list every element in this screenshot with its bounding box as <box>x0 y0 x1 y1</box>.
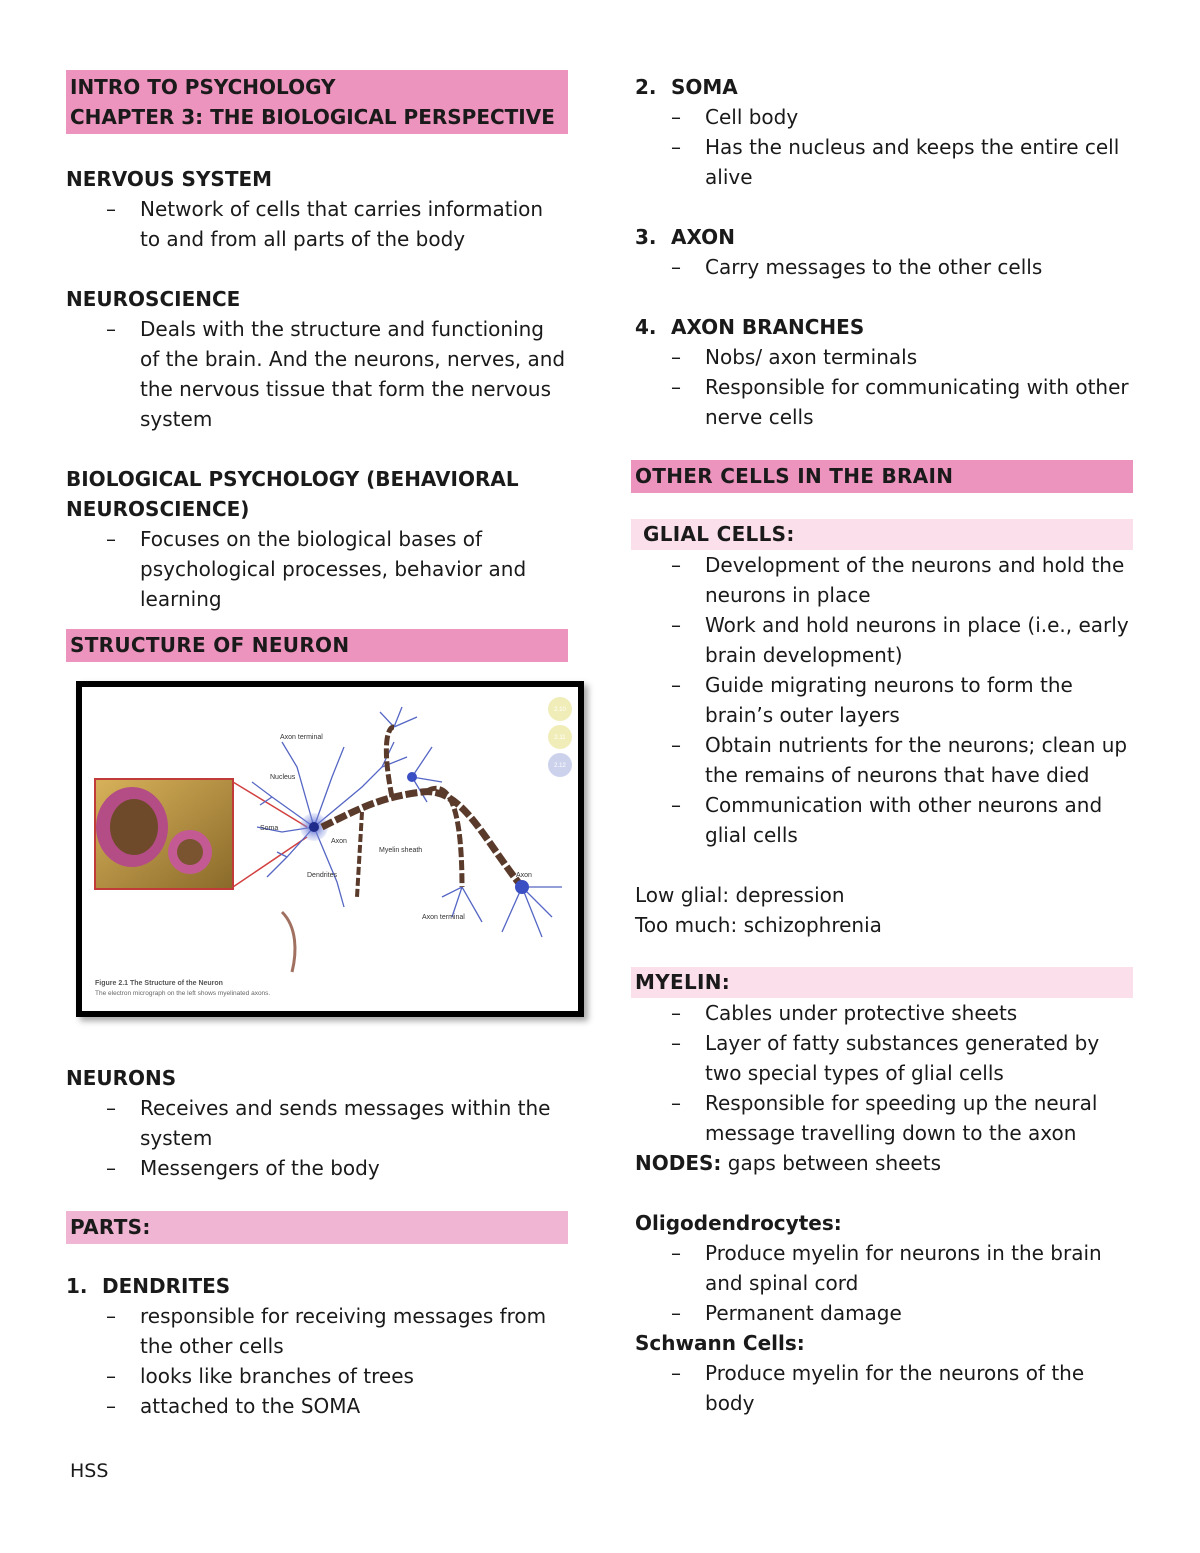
left-column-lower <box>66 1063 568 1421</box>
bullet-continuation: glial cells <box>705 823 798 847</box>
label-axon-mid: Axon <box>331 838 347 845</box>
bullet-text: Network of cells that carries information <box>140 197 544 221</box>
bullet-item: – Development of the neurons and hold the <box>671 553 1125 577</box>
footer-initials: HSS <box>70 1460 109 1482</box>
dendrites-heading <box>66 1271 568 1301</box>
bullet-continuation: system <box>140 407 213 431</box>
bullet-item: – attached to the SOMA <box>106 1394 361 1418</box>
left-column <box>66 70 568 662</box>
bullet-continuation: of the brain. And the neurons, nerves, and <box>140 347 566 371</box>
bullet-text: Guide migrating neurons to form the <box>705 673 1073 697</box>
bullet-text: attached to the SOMA <box>140 1394 361 1418</box>
bullet-continuation: neurons in place <box>705 583 871 607</box>
bullet-continuation: brain’s outer layers <box>705 703 900 727</box>
nodes-label: NODES: <box>635 1151 722 1175</box>
axon-branches-title: AXON BRANCHES <box>671 315 865 339</box>
list-number: 4. <box>635 315 657 339</box>
bullet-item: – Produce myelin for the neurons of the <box>671 1361 1085 1385</box>
axon-title: AXON <box>671 225 735 249</box>
label-axon-right: Axon <box>516 872 532 879</box>
bullet-item: – Focuses on the biological bases of <box>106 527 483 551</box>
badge: 2.10 <box>554 707 566 713</box>
title-banner <box>66 70 568 134</box>
structure-of-neuron-band: STRUCTURE OF NEURON <box>66 629 568 662</box>
chapter-title: CHAPTER 3: THE BIOLOGICAL PERSPECTIVE <box>70 105 555 129</box>
nodes-line <box>631 1148 1133 1178</box>
bullet-continuation: brain development) <box>705 643 903 667</box>
dendrites-title: DENDRITES <box>102 1274 231 1298</box>
neurons-heading: NEURONS <box>66 1066 177 1090</box>
label-nucleus: Nucleus <box>270 774 296 781</box>
bullet-item: – Produce myelin for neurons in the brain <box>671 1241 1102 1265</box>
bullet-item: – Responsible for speeding up the neural <box>671 1091 1098 1115</box>
bullet-text: Work and hold neurons in place (i.e., early <box>705 613 1129 637</box>
bullet-text: Development of the neurons and hold the <box>705 553 1125 577</box>
bullet-item: – looks like branches of trees <box>106 1364 414 1388</box>
bullet-text: Nobs/ axon terminals <box>705 345 918 369</box>
bullet-item: – Layer of fatty substances generated by <box>671 1031 1100 1055</box>
bullet-continuation: system <box>140 1126 213 1150</box>
low-glial-note: Low glial: depression <box>635 883 845 907</box>
bullet-continuation: the remains of neurons that have died <box>705 763 1090 787</box>
bullet-item: – Nobs/ axon terminals <box>671 345 918 369</box>
label-axon-terminal-bottom: Axon terminal <box>422 914 465 921</box>
bullet-item: – Permanent damage <box>671 1301 902 1325</box>
bullet-text: Cell body <box>705 105 799 129</box>
nodes-text: gaps between sheets <box>727 1151 941 1175</box>
bullet-continuation: the other cells <box>140 1334 284 1358</box>
bullet-continuation: the nervous tissue that form the nervous <box>140 377 551 401</box>
bullet-item: – Cables under protective sheets <box>671 1001 1018 1025</box>
bullet-item: – Deals with the structure and functioning <box>106 317 544 341</box>
axon-heading <box>631 222 1133 252</box>
neuroscience-heading: NEUROSCIENCE <box>66 287 241 311</box>
bullet-continuation: to and from all parts of the body <box>140 227 466 251</box>
right-column <box>631 72 1133 1418</box>
badge: 2.12 <box>554 763 566 769</box>
bullet-continuation: learning <box>140 587 222 611</box>
list-number: 1. <box>66 1274 88 1298</box>
bullet-text: Receives and sends messages within the <box>140 1096 551 1120</box>
bullet-text: responsible for receiving messages from <box>140 1304 547 1328</box>
soma-heading <box>631 72 1133 102</box>
bio-psych-heading: BIOLOGICAL PSYCHOLOGY (BEHAVIORAL <box>66 467 519 491</box>
bullet-item: – Responsible for communicating with other <box>671 375 1129 399</box>
soma-title: SOMA <box>671 75 738 99</box>
bullet-item: – responsible for receiving messages from <box>106 1304 547 1328</box>
label-axon-terminal-top: Axon terminal <box>280 734 323 741</box>
bullet-item: – Guide migrating neurons to form the <box>671 673 1073 697</box>
figure-caption-text: The electron micrograph on the left shows myelinated axons. <box>95 990 271 997</box>
bullet-item: – Receives and sends messages within the <box>106 1096 551 1120</box>
list-number: 2. <box>635 75 657 99</box>
other-cells-band: OTHER CELLS IN THE BRAIN <box>631 460 1133 493</box>
bullet-item: – Network of cells that carries information <box>106 197 544 221</box>
bullet-text: Obtain nutrients for the neurons; clean up <box>705 733 1128 757</box>
nervous-system-heading: NERVOUS SYSTEM <box>66 167 273 191</box>
bullet-continuation: message travelling down to the axon <box>705 1121 1077 1145</box>
bullet-continuation: psychological processes, behavior and <box>140 557 527 581</box>
bullet-item: – Cell body <box>671 105 799 129</box>
glial-cells-band: GLIAL CELLS: <box>631 519 1133 550</box>
label-soma: Soma <box>260 825 279 832</box>
myelin-band: MYELIN: <box>631 967 1133 998</box>
bullet-text: Produce myelin for neurons in the brain <box>705 1241 1102 1265</box>
neuron-figure <box>76 681 584 1017</box>
bullet-item: – Obtain nutrients for the neurons; clean up <box>671 733 1128 757</box>
bullet-text: Responsible for speeding up the neural <box>705 1091 1098 1115</box>
bio-psych-heading-cont: NEUROSCIENCE) <box>66 497 250 521</box>
neuron-illustration <box>82 687 578 1011</box>
schwann-cells-heading: Schwann Cells: <box>635 1331 805 1355</box>
label-dendrites: Dendrites <box>307 872 337 879</box>
oligodendrocytes-heading: Oligodendrocytes: <box>635 1211 842 1235</box>
bullet-item: – Communication with other neurons and <box>671 793 1103 817</box>
course-title: INTRO TO PSYCHOLOGY <box>70 75 336 99</box>
bullet-continuation: two special types of glial cells <box>705 1061 1004 1085</box>
label-myelin-sheath: Myelin sheath <box>379 847 423 854</box>
badge: 2.11 <box>554 735 566 741</box>
bullet-text: Has the nucleus and keeps the entire cell <box>705 135 1120 159</box>
bullet-text: Carry messages to the other cells <box>705 255 1043 279</box>
bullet-item: – Work and hold neurons in place (i.e., early <box>671 613 1129 637</box>
bullet-text: Cables under protective sheets <box>705 1001 1018 1025</box>
bullet-text: Deals with the structure and functioning <box>140 317 544 341</box>
bullet-item: – Messengers of the body <box>106 1156 380 1180</box>
list-number: 3. <box>635 225 657 249</box>
bullet-continuation: and spinal cord <box>705 1271 859 1295</box>
bullet-item: – Carry messages to the other cells <box>671 255 1043 279</box>
bullet-text: Permanent damage <box>705 1301 902 1325</box>
parts-band: PARTS: <box>66 1211 568 1244</box>
bullet-item: – Has the nucleus and keeps the entire cell <box>671 135 1120 159</box>
bullet-text: Layer of fatty substances generated by <box>705 1031 1100 1055</box>
bullet-text: Produce myelin for the neurons of the <box>705 1361 1085 1385</box>
axon-branches-heading <box>631 312 1133 342</box>
bullet-continuation: nerve cells <box>705 405 814 429</box>
bullet-text: Focuses on the biological bases of <box>140 527 483 551</box>
bullet-text: Responsible for communicating with other <box>705 375 1129 399</box>
too-much-note: Too much: schizophrenia <box>635 913 882 937</box>
bullet-text: Communication with other neurons and <box>705 793 1103 817</box>
bullet-continuation: body <box>705 1391 755 1415</box>
bullet-text: looks like branches of trees <box>140 1364 414 1388</box>
bullet-continuation: alive <box>705 165 753 189</box>
figure-caption-title: Figure 2.1 The Structure of the Neuron <box>95 980 223 987</box>
bullet-text: Messengers of the body <box>140 1156 380 1180</box>
